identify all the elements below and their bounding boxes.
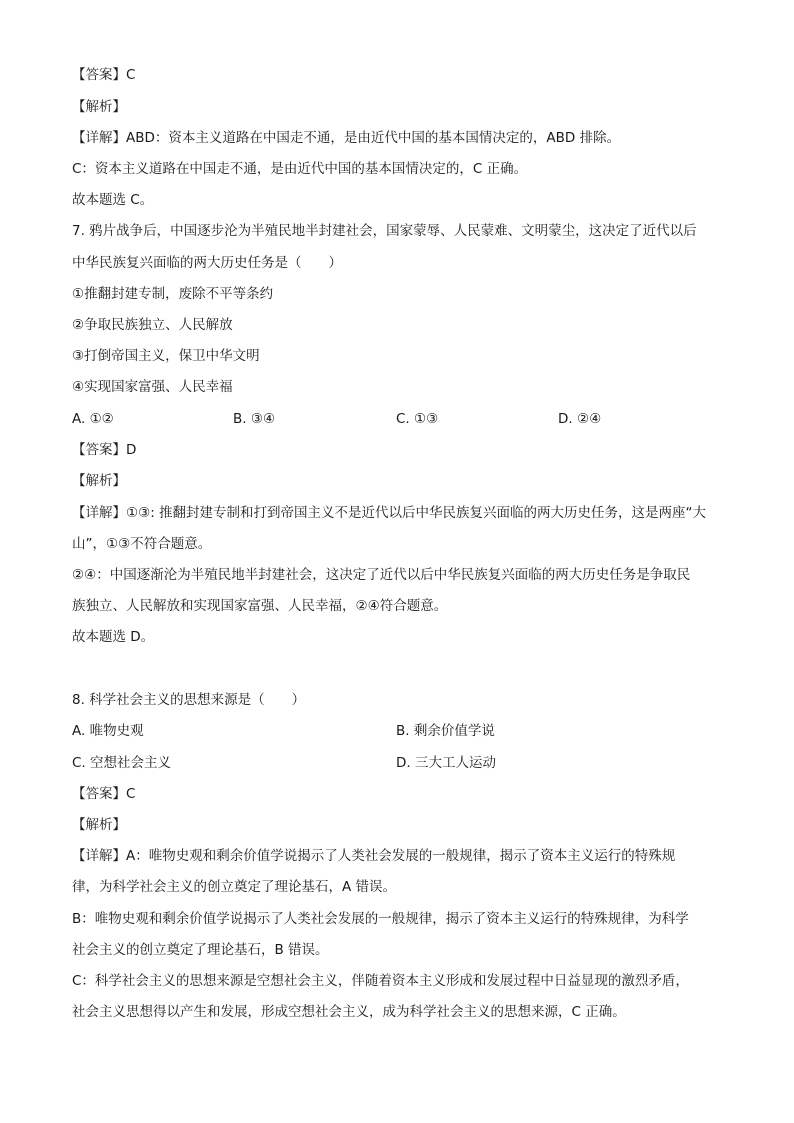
q7-item-4: ④实现国家富强、人民幸福 <box>72 379 233 395</box>
q6-detail-line-2: C：资本主义道路在中国走不通，是由近代中国的基本国情决定的，C 正确。 <box>72 161 528 177</box>
detail-text: ①③: 推翻封建专制和打到帝国主义不是近代以后中华民族复兴面临的两大历史任务，这是两座“大 <box>126 505 707 521</box>
q8-detail-line-6: 社会主义思想得以产生和发展，形成空想社会主义，成为科学社会主义的思想来源，C 正确。 <box>72 1004 626 1020</box>
answer-value: C <box>126 67 136 83</box>
detail-tag: 【详解】 <box>72 848 126 864</box>
q8-detail-line-4: 社会主义的创立奠定了理论基石，B 错误。 <box>72 942 329 958</box>
q7-option-c: C. ①③ <box>396 411 439 427</box>
q8-option-c: C. 空想社会主义 <box>72 755 172 771</box>
q8-option-a: A. 唯物史观 <box>72 723 144 739</box>
q7-detail-line-3: ②④：中国逐渐沦为半殖民地半封建社会，这决定了近代以后中华民族复兴面临的两大历史任务是争取民 <box>72 567 691 583</box>
answer-value: D <box>126 442 137 458</box>
answer-tag: 【答案】 <box>72 786 126 802</box>
detail-text: ABD：资本主义道路在中国走不通，是由近代中国的基本国情决定的，ABD 排除。 <box>126 130 621 146</box>
q7-option-d: D. ②④ <box>558 411 602 427</box>
q6-answer-line <box>72 66 135 84</box>
q7-analysis-tag: 【解析】 <box>72 473 126 489</box>
q6-detail-line-1 <box>72 129 620 147</box>
q8-detail-line-1 <box>72 847 675 865</box>
q7-detail-line-2: 山”，①③不符合题意。 <box>72 536 212 552</box>
q7-stem-line-2: 中华民族复兴面临的两大历史任务是（ ） <box>72 255 342 271</box>
detail-tag: 【详解】 <box>72 130 126 146</box>
answer-tag: 【答案】 <box>72 442 126 458</box>
q8-detail-line-3: B：唯物史观和剩余价值学说揭示了人类社会发展的一般规律，揭示了资本主义运行的特殊规律，为科学 <box>72 911 689 927</box>
q6-conclusion: 故本题选 C。 <box>72 192 154 208</box>
q8-analysis-tag: 【解析】 <box>72 817 126 833</box>
q7-item-1: ①推翻封建专制，废除不平等条约 <box>72 286 274 302</box>
q8-option-b: B. 剩余价值学说 <box>396 723 495 739</box>
detail-text: A：唯物史观和剩余价值学说揭示了人类社会发展的一般规律，揭示了资本主义运行的特殊规 <box>126 848 676 864</box>
q7-option-b: B. ③④ <box>233 411 276 427</box>
q8-detail-line-5: C：科学社会主义的思想来源是空想社会主义，伴随着资本主义形成和发展过程中日益显现的激烈矛盾， <box>72 973 689 989</box>
q7-option-a: A. ①② <box>72 411 114 427</box>
q8-option-d: D. 三大工人运动 <box>396 755 496 771</box>
detail-tag: 【详解】 <box>72 505 126 521</box>
q7-item-3: ③打倒帝国主义，保卫中华文明 <box>72 348 260 364</box>
q7-detail-line-4: 族独立、人民解放和实现国家富强、人民幸福，②④符合题意。 <box>72 598 448 614</box>
answer-value: C <box>126 786 136 802</box>
answer-tag: 【答案】 <box>72 67 126 83</box>
q7-item-2: ②争取民族独立、人民解放 <box>72 317 233 333</box>
q8-detail-line-2: 律，为科学社会主义的创立奠定了理论基石，A 错误。 <box>72 879 397 895</box>
q7-stem-line-1: 7. 鸦片战争后，中国逐步沦为半殖民地半封建社会，国家蒙辱、人民蒙难、文明蒙尘，这决定了近代以后 <box>72 223 697 239</box>
q8-answer-line <box>72 785 135 803</box>
q6-analysis-tag: 【解析】 <box>72 99 126 115</box>
q7-answer-line <box>72 441 136 459</box>
q7-conclusion: 故本题选 D。 <box>72 629 155 645</box>
q8-stem: 8. 科学社会主义的思想来源是（ ） <box>72 692 306 708</box>
q7-detail-line-1 <box>72 504 706 522</box>
